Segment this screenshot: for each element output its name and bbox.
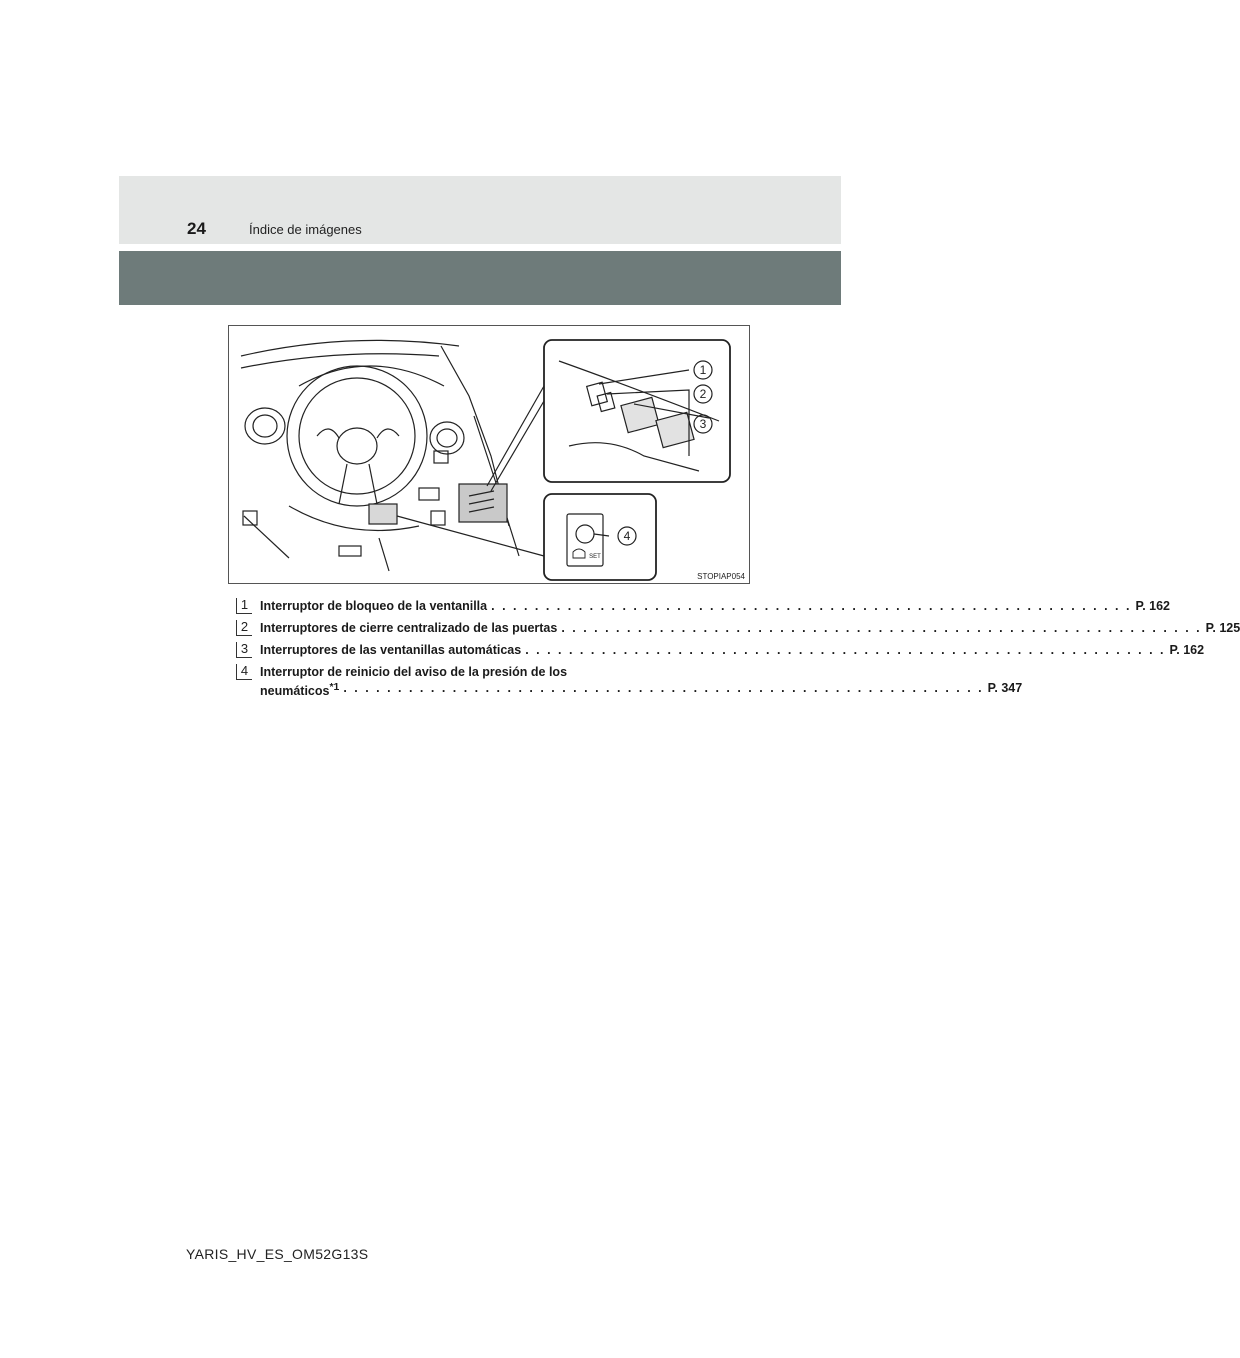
item-page-link[interactable]: P. 162 — [1169, 643, 1205, 657]
list-item — [236, 641, 1205, 658]
list-item — [236, 663, 1023, 699]
footnote-marker: *1 — [329, 682, 340, 693]
dashboard-illustration — [228, 325, 750, 584]
document-code: YARIS_HV_ES_OM52G13S — [186, 1246, 369, 1262]
callout-4: 4 — [623, 529, 631, 543]
list-item — [236, 619, 1240, 636]
title-bar — [119, 251, 841, 305]
header-band — [119, 176, 841, 244]
item-label: Interruptor de bloqueo de la ventanilla — [260, 599, 488, 613]
item-list — [236, 597, 1240, 699]
callout-2: 2 — [699, 387, 707, 401]
item-number: 4 — [236, 664, 252, 680]
callout-1: 1 — [699, 363, 707, 377]
dashboard-drawing — [229, 326, 749, 583]
set-label: SET — [589, 554, 601, 560]
item-label: Interruptores de las ventanillas automáticas — [260, 643, 522, 657]
item-page-link[interactable]: P. 162 — [1135, 599, 1170, 613]
item-label-line1: Interruptor de reinicio del aviso de la presión de los — [260, 665, 568, 679]
page-number: 24 — [187, 219, 206, 238]
section-title: Índice de imágenes — [249, 222, 362, 237]
item-number: 1 — [236, 598, 252, 614]
leader-dots — [521, 642, 1169, 658]
leader-dots — [487, 598, 1135, 614]
leader-dots — [557, 620, 1205, 636]
leader-dots — [339, 680, 987, 699]
item-label: Interruptores de cierre centralizado de las puertas — [260, 621, 558, 635]
item-number: 3 — [236, 642, 252, 658]
figure-code: STOPIAP054 — [697, 572, 745, 581]
item-number: 2 — [236, 620, 252, 636]
callout-3: 3 — [699, 417, 707, 431]
item-label-line2: neumáticos — [260, 684, 330, 699]
item-page-link[interactable]: P. 125 — [1205, 621, 1240, 635]
list-item — [236, 597, 1170, 614]
item-page-link[interactable]: P. 347 — [987, 681, 1023, 695]
